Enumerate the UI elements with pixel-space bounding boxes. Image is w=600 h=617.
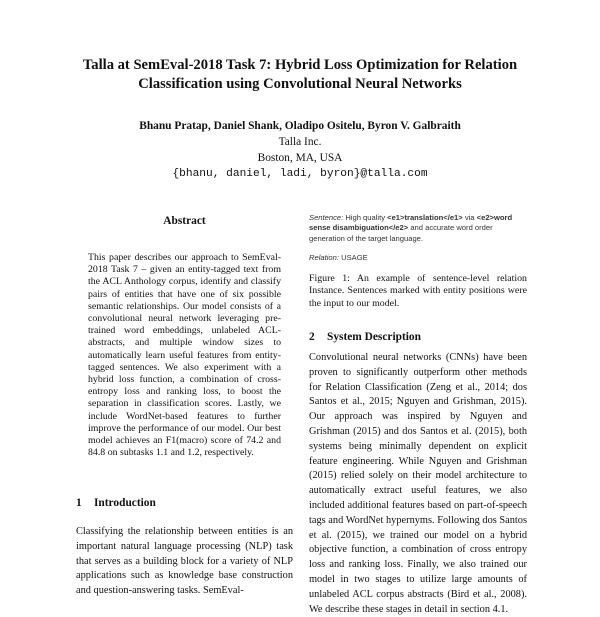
sentence-label: Sentence:: [309, 213, 344, 222]
entity-2: <e2>word sense disambiguation</e2>: [309, 213, 513, 233]
author-block: [40, 118, 560, 182]
figure-example: [309, 213, 527, 263]
author-names: Bhanu Pratap, Daniel Shank, Oladipo Ositelu, Byron V. Galbraith: [139, 120, 461, 132]
paper-title-line-1: Talla at SemEval-2018 Task 7: Hybrid Loss Optimization for Relation: [82, 57, 518, 73]
abstract-text: This paper describes our approach to SemEval-2018 Task 7 – given an entity-tagged text from the ACL Anthology corpus, identify and classify pairs of entities that have one of six possible semantic relationships. Our model consists of a convolutional neural network leveraging pre-trained word embeddings, unlabeled ACL-abstracts, and multiple window sizes to automatically learn useful features from entity-tagged sentences. We also experiment with a hybrid loss function, a combination of cross-entropy loss and ranking loss, to boost the separation in classification scores. Lastly, we include WordNet-based features to further improve the performance of our model. Our best model achieves an F1(macro) score of 74.2 and 84.8 on subtasks 1.1 and 1.2, respectively.: [88, 252, 281, 459]
relation-label: Relation:: [309, 252, 339, 262]
entity-1: <e1>translation</e1>: [387, 213, 463, 222]
paper-title-line-2: Classification using Convolutional Neural Networks: [138, 76, 462, 92]
sentence-part-3: and accurate word order generation of the target language.: [309, 223, 493, 243]
system-description-text: Convolutional neural networks (CNNs) have been proven to significantly outperform other methods for Relation Classification (Zeng et al., 2014; dos Santos et al., 2015; Nguyen and Grishman, 2015). Our approach was inspired by Nguyen and Grishman (2015) and dos Santos et al. (2015), both systems being minimally dependent on explicit feature engineering. While Nguyen and Grishman (2015) relied solely on their model architecture to automatically extract useful features, we also included additional features based on part-of-speech tags and WordNet hypernyms. Following dos Santos et al. (2015), we trained our model on a hybrid objective function, a combination of cross entropy loss and ranking loss. Finally, we also trained our model in two stages to utilize large amounts of unlabeled ACL corpus abstracts (Bird et al., 2008). We describe these stages in detail in section 4.1.: [309, 352, 527, 615]
section-heading-introduction: [76, 497, 156, 509]
affiliation: Talla Inc.: [278, 136, 322, 148]
introduction-text: Classifying the relationship between entities is an important natural language processing (NLP) task that serves as a building block for a variety of NLP applications such as knowledge base construction and question-answering tasks. SemEval-: [76, 526, 293, 597]
section-number: 2: [309, 331, 315, 343]
paper-title: [40, 56, 560, 94]
relation-value: USAGE: [341, 252, 368, 262]
sentence-part-1: High quality: [345, 213, 386, 222]
sentence-part-2: via: [464, 213, 475, 222]
example-relation: [309, 253, 527, 263]
example-sentence: [309, 213, 527, 244]
section-title: System Description: [327, 331, 421, 343]
author-emails: {bhanu, daniel, ladi, byron}@talla.com: [172, 168, 428, 180]
location: Boston, MA, USA: [257, 152, 343, 164]
figure-caption: Figure 1: An example of sentence-level relation Instance. Sentences marked with entity positions were the input to our model.: [309, 273, 527, 309]
section-heading-system-description: [309, 331, 421, 343]
section-title: Introduction: [94, 497, 156, 509]
abstract-heading: Abstract: [163, 215, 206, 227]
section-number: 1: [76, 497, 82, 509]
